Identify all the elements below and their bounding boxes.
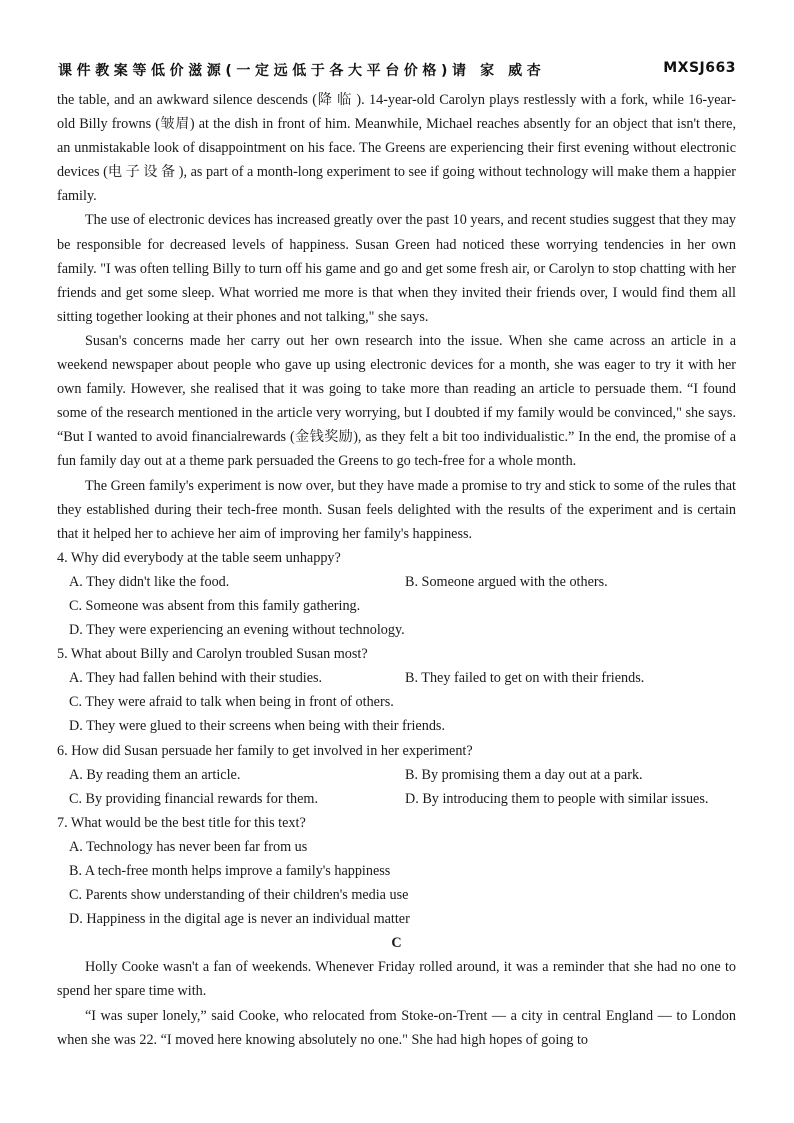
question-7 <box>57 811 736 931</box>
question-stem: 4. Why did everybody at the table seem unhappy? <box>57 549 341 566</box>
passage-b-paragraph: The Green family's experiment is now over, but they have made a promise to try and stick to some of the rules that they established during their tech-free month. Susan feels delighted with the results of the experiment and is certain that it helped her to achieve her aim of improving her family's happiness. <box>57 477 736 542</box>
question-4 <box>57 546 736 642</box>
option-d: D. They were experiencing an evening without technology. <box>69 622 405 639</box>
option-b: B. Someone argued with the others. <box>405 573 608 590</box>
passage-b-paragraph: The use of electronic devices has increased greatly over the past 10 years, and recent studies suggest that they may be responsible for decreased levels of happiness. Susan Green had noticed these worrying tendencies in her own family. "I was often telling Billy to turn off his game and go and get some fresh air, or Carolyn to stop chatting with her friends and get some sleep. What worried me more is that when they invited their friends over, I would find them all sitting together looking at their phones and not talking," she says. <box>57 212 736 325</box>
passage-c-paragraph: Holly Cooke wasn't a fan of weekends. Whenever Friday rolled around, it was a reminder that she had no one to spend her spare time with. <box>57 959 736 1000</box>
option-a: A. Technology has never been far from us <box>69 838 308 855</box>
header-code: MXSJ663 <box>663 60 736 76</box>
option-c: C. Someone was absent from this family gathering. <box>69 597 361 614</box>
question-stem: 5. What about Billy and Carolyn troubled Susan most? <box>57 646 368 663</box>
option-c: C. Parents show understanding of their children's media use <box>69 887 409 904</box>
option-c: C. By providing financial rewards for them. <box>69 790 319 807</box>
document-body <box>57 88 736 1052</box>
passage-c-paragraph: “I was super lonely,” said Cooke, who relocated from Stoke-on-Trent — a city in central England — to London when she was 22. “I moved here knowing absolutely no one." She had high hopes of going to <box>57 1007 736 1048</box>
option-d: D. By introducing them to people with similar issues. <box>405 790 709 807</box>
option-a: A. By reading them an article. <box>69 766 241 783</box>
header-promo-text: 课件教案等低价滋源(一定远低于各大平台价格)请 家 威杏 <box>58 63 546 79</box>
option-a: A. They had fallen behind with their studies. <box>69 670 323 687</box>
question-stem: 7. What would be the best title for this text? <box>57 814 306 831</box>
option-a: A. They didn't like the food. <box>69 573 230 590</box>
question-6 <box>57 739 736 811</box>
passage-b-paragraph: Susan's concerns made her carry out her own research into the issue. When she came across an article in a weekend newspaper about people who gave up using electronic devices for a month, she was eager to try it with her own family. However, she realised that it was going to take more than reading an article to persuade them. “I found some of the research mentioned in the article very worrying, but I doubted if my family would be convinced," she says. “But I wanted to avoid financialrewards (金钱奖励), as they felt a bit too individualistic.” In the end, the promise of a fun family day out at a theme park persuaded the Greens to go tech-free for a whole month. <box>57 332 736 470</box>
option-d: D. Happiness in the digital age is never an individual matter <box>69 911 410 928</box>
passage-b-paragraph: the table, and an awkward silence descends (降 临 ). 14-year-old Carolyn plays restlessly with a fork, while 16-year-old Billy frowns (皱眉) at the dish in front of him. Meanwhile, Michael reaches absently for an object that isn't there, an unmistakable look of disappointment on his face. The Greens are experiencing their first evening without electronic devices (电 子 设 备 ), as part of a month-long experiment to see if going without technology will make them a happier family. <box>57 92 736 205</box>
question-stem: 6. How did Susan persuade her family to get involved in her experiment? <box>57 742 473 759</box>
option-d: D. They were glued to their screens when being with their friends. <box>69 718 445 735</box>
question-5 <box>57 642 736 738</box>
option-c: C. They were afraid to talk when being in front of others. <box>69 694 394 711</box>
page-header <box>58 60 738 82</box>
option-b: B. By promising them a day out at a park. <box>405 766 643 783</box>
option-b: B. They failed to get on with their friends. <box>405 670 645 687</box>
passage-c-title: C <box>391 935 402 952</box>
option-b: B. A tech-free month helps improve a family's happiness <box>69 863 391 879</box>
